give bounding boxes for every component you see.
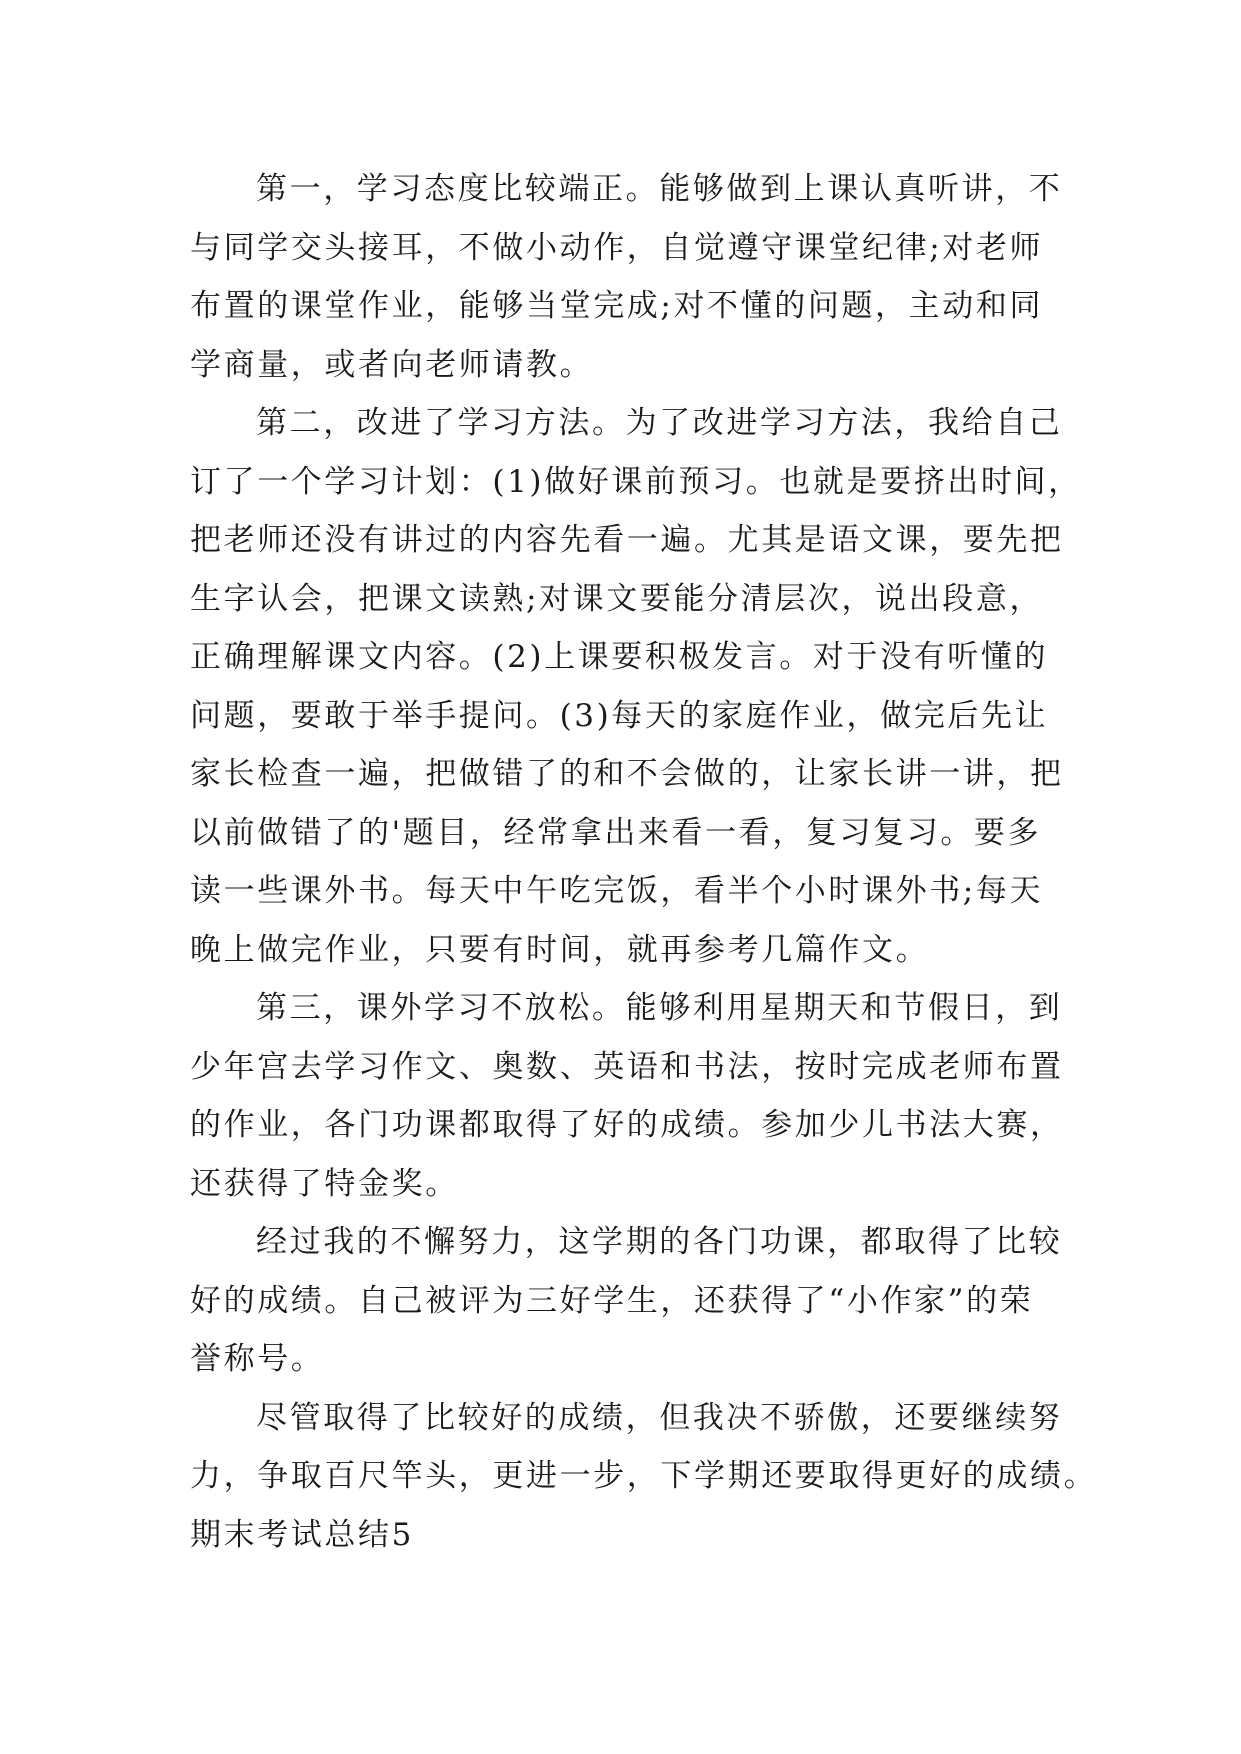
text-line: 的作业，各门功课都取得了好的成绩。参加少儿书法大赛，	[190, 1107, 1064, 1143]
text-line: 读一些课外书。每天中午吃完饭，看半个小时课外书;每天	[190, 873, 1044, 909]
paragraph-5	[190, 1389, 1098, 1506]
text-line: 誉称号。	[190, 1341, 325, 1377]
paragraph-1	[190, 160, 1063, 394]
text-line: 布置的课堂作业，能够当堂完成;对不懂的问题，主动和同	[190, 288, 1044, 324]
text-line: 与同学交头接耳，不做小动作，自觉遵守课堂纪律;对老师	[190, 229, 1044, 266]
text-line: 学商量，或者向老师请教。	[190, 346, 594, 383]
section-title: 期末考试总结5	[190, 1516, 414, 1553]
paragraph-4	[190, 1213, 1063, 1389]
text-line: 第三，课外学习不放松。能够利用星期天和节假日，到	[256, 990, 1063, 1026]
text-line: 第一，学习态度比较端正。能够做到上课认真听讲，不	[256, 171, 1063, 207]
text-line: 第二，改进了学习方法。为了改进学习方法，我给自己	[256, 405, 1063, 441]
text-line: 少年宫去学习作文、奥数、英语和书法，按时完成老师布置	[190, 1048, 1064, 1085]
text-line: 生字认会，把课文读熟;对课文要能分清层次，说出段意，	[190, 580, 1044, 617]
paragraph-2	[190, 394, 1082, 979]
paragraph-3	[190, 979, 1064, 1213]
text-line: 问题，要敢于举手提问。(3)每天的家庭作业，做完后先让	[190, 697, 1049, 734]
text-line: 经过我的不懈努力，这学期的各门功课，都取得了比较	[256, 1224, 1063, 1260]
text-line: 订了一个学习计划：(1)做好课前预习。也就是要挤出时间，	[190, 463, 1082, 500]
text-line: 以前做错了的'题目，经常拿出来看一看，复习复习。要多	[190, 814, 1042, 851]
text-line: 尽管取得了比较好的成绩，但我决不骄傲，还要继续努	[256, 1399, 1063, 1436]
document-body	[190, 160, 1098, 1564]
text-line: 家长检查一遍，把做错了的和不会做的，让家长讲一讲，把	[190, 756, 1064, 792]
text-line: 力，争取百尺竿头，更进一步，下学期还要取得更好的成绩。	[190, 1458, 1098, 1494]
text-line: 还获得了特金奖。	[190, 1165, 459, 1202]
text-line: 好的成绩。自己被评为三好学生，还获得了“小作家”的荣	[190, 1282, 1034, 1319]
text-line: 正确理解课文内容。(2)上课要积极发言。对于没有听懂的	[190, 639, 1049, 675]
text-line: 把老师还没有讲过的内容先看一遍。尤其是语文课，要先把	[190, 522, 1064, 558]
text-line: 晚上做完作业，只要有时间，就再参考几篇作文。	[190, 931, 930, 968]
